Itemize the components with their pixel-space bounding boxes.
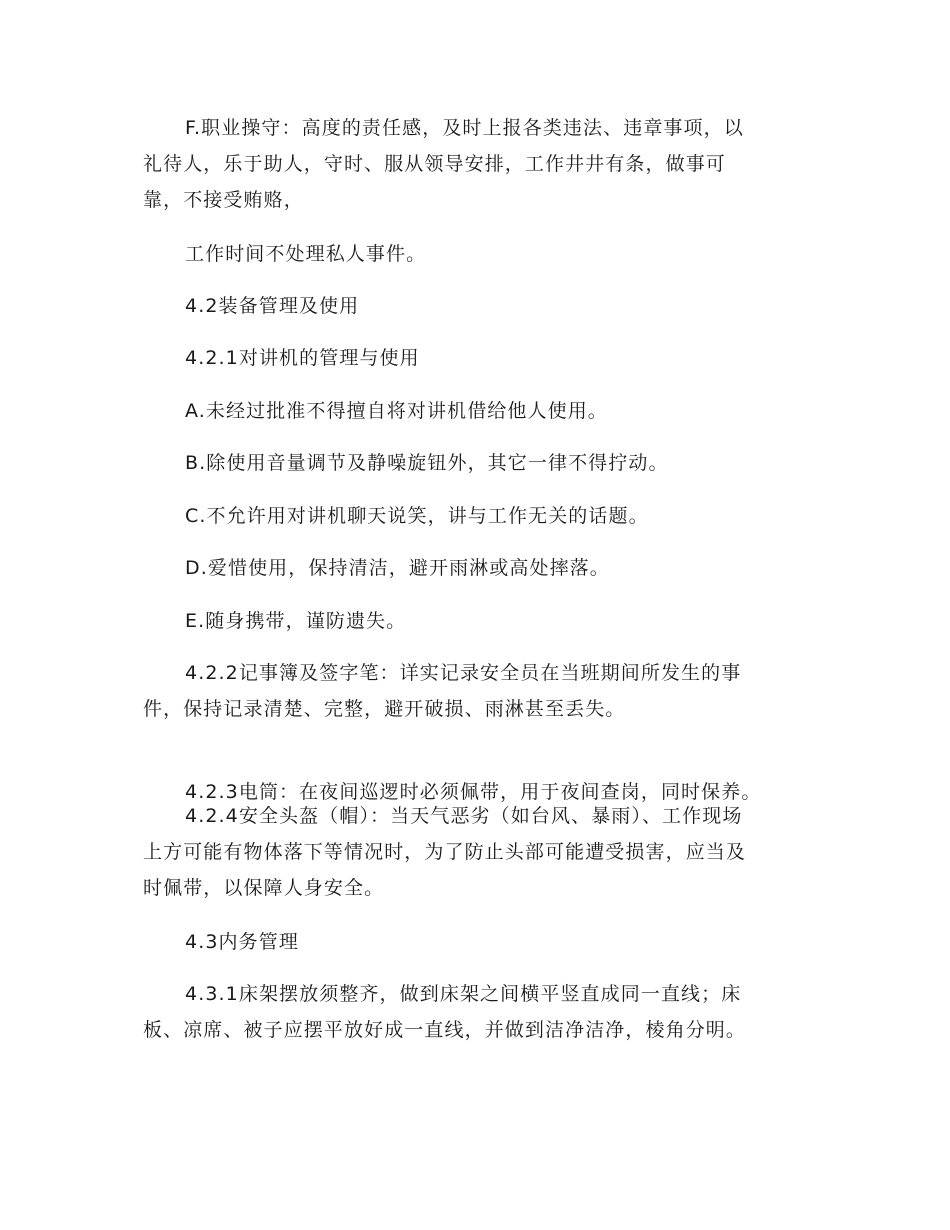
text-line: A.未经过批准不得擅自将对讲机借给他人使用。 [185,400,608,422]
list-item-a [143,393,815,429]
list-item-d [143,550,815,586]
text-line: 礼待人，乐于助人，守时、服从领导安排，工作井井有条，做事可 [143,153,726,175]
text-line: 4.2.4安全头盔（帽）：当天气恶劣（如台风、暴雨）、工作现场 [185,805,743,827]
section-heading-4-2-1 [143,340,815,376]
text-line: 4.2.3电筒：在夜间巡逻时必须佩带，用于夜间查岗，同时保养。 [185,781,762,803]
list-item-c [143,498,815,534]
paragraph-professional-conduct [143,110,815,218]
text-line: C.不允许用对讲机聊天说笑，讲与工作无关的话题。 [185,505,649,527]
text-line: 板、凉席、被子应摆平放好成一直线，并做到洁净洁净，棱角分明。 [143,1019,747,1041]
text-line: 件，保持记录清楚、完整，避开破损、雨淋甚至丢失。 [143,698,626,720]
text-line: 4.3.1床架摆放须整齐，做到床架之间横平竖直成同一直线；床 [185,983,742,1005]
text-line: B.除使用音量调节及静噪旋钮外，其它一律不得拧动。 [185,452,669,474]
paragraph-no-private-matters [143,236,815,272]
section-heading-4-2 [143,288,815,324]
section-4-2-4-text [143,798,815,906]
text-line: 4.2.1对讲机的管理与使用 [185,347,420,369]
list-item-e [143,603,815,639]
text-line: D.爱惜使用，保持清洁，避开雨淋或高处摔落。 [185,557,610,579]
text-line: F.职业操守：高度的责任感，及时上报各类违法、违章事项，以 [185,117,744,139]
section-4-2-2 [143,655,815,727]
list-item-b [143,445,815,481]
text-line: E.随身携带，谨防遗失。 [185,610,407,632]
text-line: 时佩带，以保障人身安全。 [143,877,385,899]
section-4-3-1 [143,976,815,1048]
section-heading-4-3 [143,924,815,960]
text-line: 4.3内务管理 [185,931,299,953]
text-line: 上方可能有物体落下等情况时，为了防止头部可能遭受损害，应当及 [143,841,747,863]
text-line: 靠，不接受贿赂， [143,189,304,211]
text-line: 4.2.2记事簿及签字笔：详实记录安全员在当班期间所发生的事 [185,662,742,684]
text-line: 工作时间不处理私人事件。 [185,243,427,265]
text-line: 4.2装备管理及使用 [185,295,360,317]
